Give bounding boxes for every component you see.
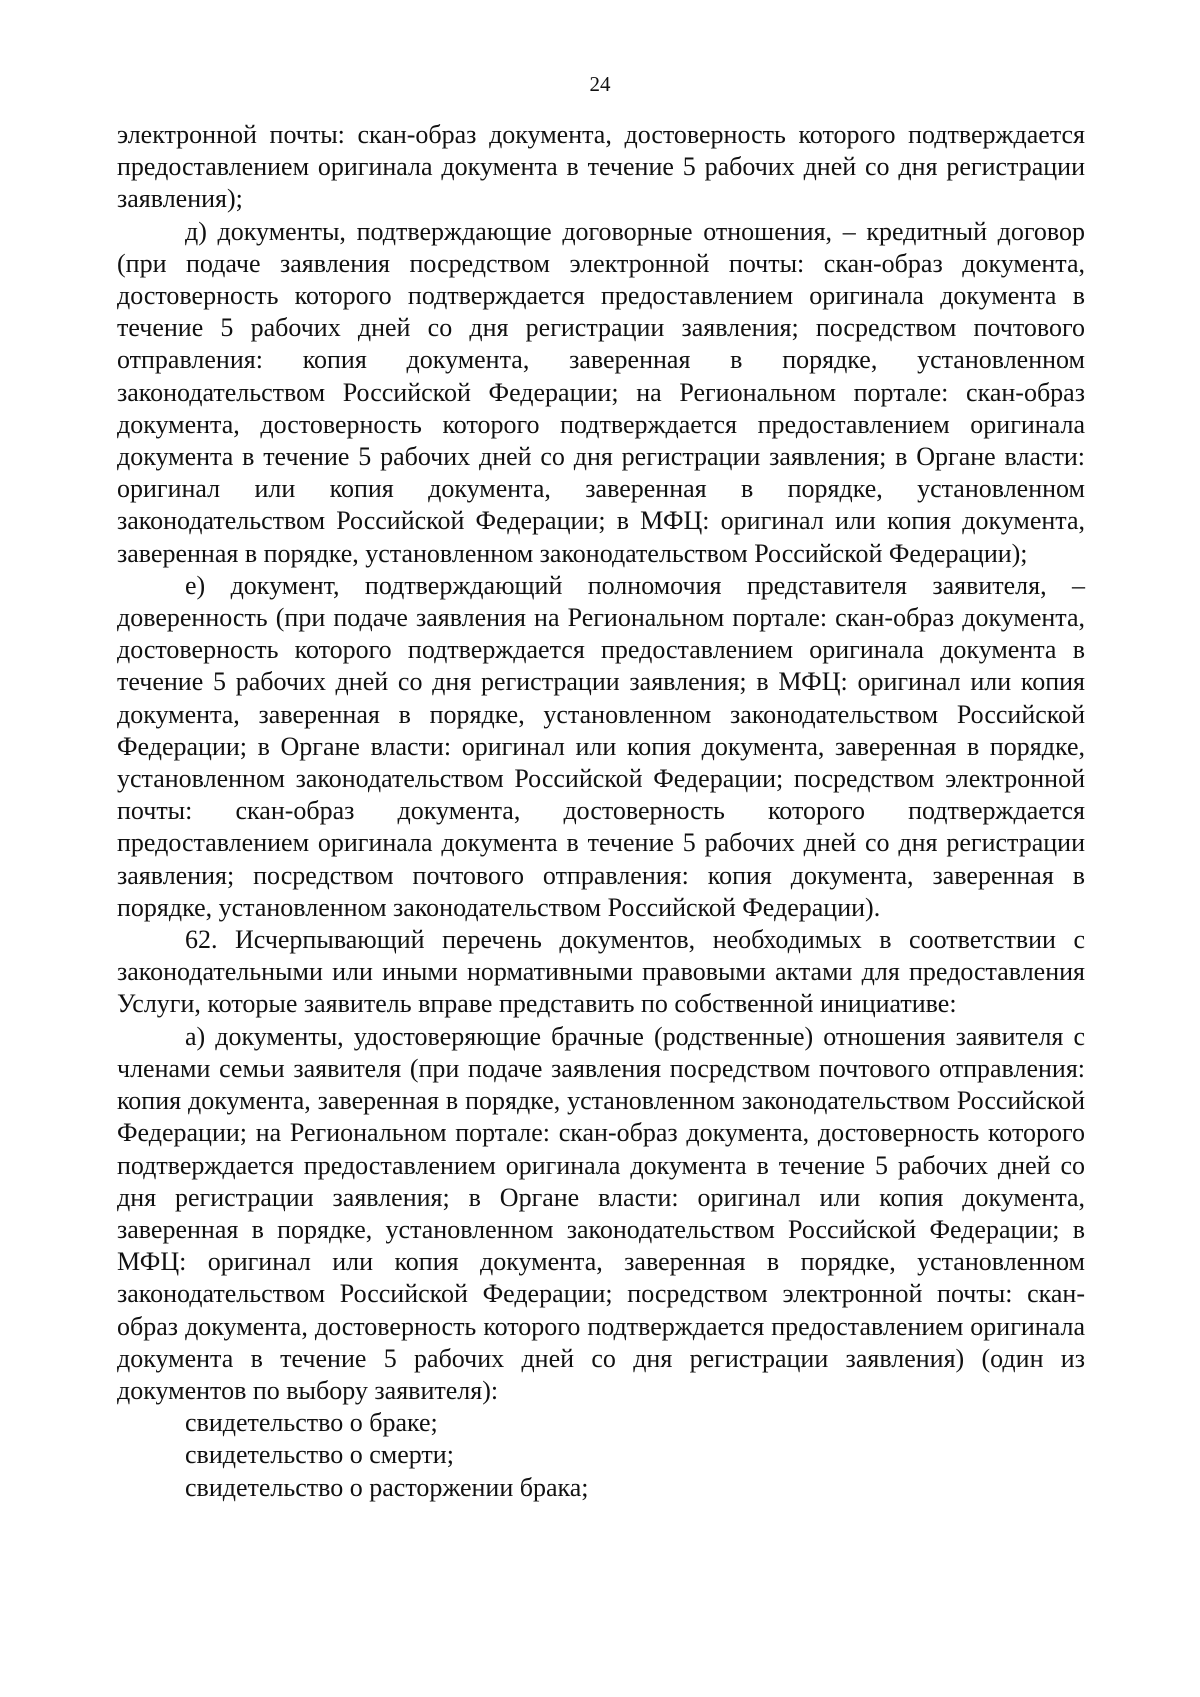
list-item: свидетельство о браке; <box>185 1408 438 1438</box>
paragraph-item-a: а) документы, удостоверяющие брачные (родственные) отношения заявителя с членами семьи заявителя (при подаче заявления посредством почтового отправления: копия документа, заверенная в порядке, установленном законодательством Российской Федерации; на Региональном портале: скан-образ документа, достоверность которого подтверждается предоставлением оригинала документа в течение 5 рабочих дней со дня регистрации заявления; в Органе власти: оригинал или копия документа, заверенная в порядке, установленном законодательством Российской Федерации; в МФЦ: оригинал или копия документа, заверенная в порядке, установленном законодательством Российской Федерации; посредством электронной почты: скан-образ документа, достоверность которого подтверждается предоставлением оригинала документа в течение 5 рабочих дней со дня регистрации заявления) (один из документов по выбору заявителя): <box>117 1021 1085 1405</box>
page-number: 24 <box>589 72 611 96</box>
paragraph-item-d: д) документы, подтверждающие договорные отношения, – кредитный договор (при подаче заявления посредством электронной почты: скан-образ документа, достоверность которого подтверждается предоставлением оригинала документа в течение 5 рабочих дней со дня регистрации заявления; посредством почтового отправления: копия документа, заверенная в порядке, установленном законодательством Российской Федерации; на Региональном портале: скан-образ документа, достоверность которого подтверждается предоставлением оригинала документа в течение 5 рабочих дней со дня регистрации заявления; в Органе власти: оригинал или копия документа, заверенная в порядке, установленном законодательством Российской Федерации; в МФЦ: оригинал или копия документа, заверенная в порядке, установленном законодательством Российской Федерации); <box>117 216 1085 568</box>
paragraph-item-e: е) документ, подтверждающий полномочия представителя заявителя, – доверенность (при подаче заявления на Региональном портале: скан-образ документа, достоверность которого подтверждается предоставлением оригинала документа в течение 5 рабочих дней со дня регистрации заявления; в МФЦ: оригинал или копия документа, заверенная в порядке, установленном законодательством Российской Федерации; в Органе власти: оригинал или копия документа, заверенная в порядке, установленном законодательством Российской Федерации; посредством электронной почты: скан-образ документа, достоверность которого подтверждается предоставлением оригинала документа в течение 5 рабочих дней со дня регистрации заявления; посредством почтового отправления: копия документа, заверенная в порядке, установленном законодательством Российской Федерации). <box>117 570 1085 922</box>
paragraph-continuation: электронной почты: скан-образ документа, достоверность которого подтверждается предоставлением оригинала документа в течение 5 рабочих дней со дня регистрации заявления); <box>117 120 1085 214</box>
paragraph-clause-62: 62. Исчерпывающий перечень документов, необходимых в соответствии с законодательными или иными нормативными правовыми актами для предоставления Услуги, которые заявитель вправе представить по собственной инициативе: <box>117 925 1085 1019</box>
list-item: свидетельство о расторжении брака; <box>185 1472 589 1502</box>
document-body <box>117 119 1085 1504</box>
list-item: свидетельство о смерти; <box>185 1440 454 1470</box>
